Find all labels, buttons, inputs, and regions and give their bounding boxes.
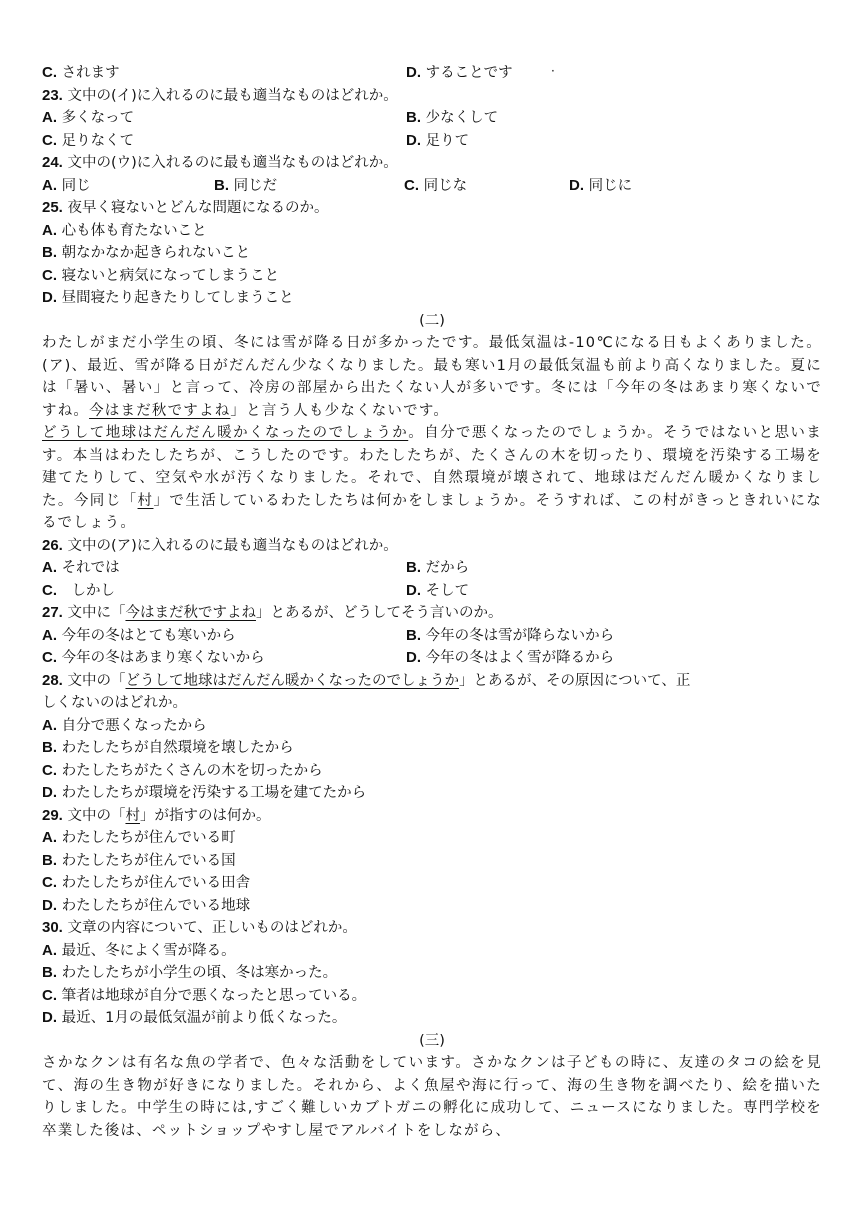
passage-text: 」で生活しているわたしたちは何かをしましょうか。そうすれば、この村がきっときれいになるでしょう。 <box>42 492 823 531</box>
item-label: D. <box>42 784 57 801</box>
option-d: D. そして <box>406 581 470 599</box>
item-label: C. <box>42 761 57 779</box>
option-c: C. わたしたちが住んでいる田舎 <box>42 874 251 891</box>
item-label: D. <box>406 64 421 81</box>
option-b: B. 同じだ <box>214 176 278 194</box>
question-24-stem: 24. 文中の(ウ)に入れるのに最も適当なものはどれか。 <box>42 154 398 171</box>
item-label: D. <box>406 649 421 666</box>
underlined-quote: どうして地球はだんだん暖かくなったのでしょうか <box>125 672 459 689</box>
passage-text: わたしがまだ小学生の頃、冬には雪が降る日が多かったです。最低気温は-10℃になる日もよくありました。(ア)、最近、雪が降る日がだんだん少なくなりました。最も寒い1月の最低気温も前より高くなりました。夏には「暑い、暑い」と言って、冷房の部屋から出たくない人が多いです。冬には「今年の冬はあまり寒くないですね。 <box>42 335 822 419</box>
item-label: A. <box>42 941 57 959</box>
option-b: B. だから <box>406 559 470 576</box>
option-a: A. 最近、冬によく雪が降る。 <box>42 941 236 959</box>
underlined-phrase-2: どうして地球はだんだん暖かくなったのでしょうか <box>42 425 409 441</box>
question-27-stem <box>42 602 822 625</box>
item-label: 28. <box>42 671 63 689</box>
item-label: C. <box>42 874 57 891</box>
item-label: C. <box>42 986 57 1004</box>
item-label: C. <box>42 131 57 149</box>
question-28-stem <box>42 670 822 693</box>
question-30-stem: 30. 文章の内容について、正しいものはどれか。 <box>42 919 357 936</box>
question-23-stem: 23. 文中の(イ)に入れるのに最も適当なものはどれか。 <box>42 86 398 104</box>
option-a: A. それでは <box>42 559 120 576</box>
item-label: 29. <box>42 806 63 824</box>
option-a: A. 心も体も育たないこと <box>42 221 207 239</box>
item-label: A. <box>42 626 57 644</box>
item-label: A. <box>42 716 57 734</box>
option-d: D. わたしたちが住んでいる地球 <box>42 896 251 914</box>
underlined-quote: 村 <box>125 807 140 824</box>
q22-options-cd <box>42 62 822 85</box>
option-c: C. わたしたちがたくさんの木を切ったから <box>42 761 323 779</box>
underlined-quote: 今はまだ秋ですよね <box>125 605 256 621</box>
option-c: C. しかし <box>42 581 115 599</box>
item-label: D. <box>42 1009 57 1026</box>
option-d: D. 昼間寝たり起きたりしてしまうこと <box>42 289 294 306</box>
stem-text: 」とあるが、どうしてそう言いのか。 <box>255 605 503 621</box>
option-c: C. されます <box>42 64 120 81</box>
option-a: A. 多くなって <box>42 109 135 126</box>
option-d: D. 最近、1月の最低気温が前より低くなった。 <box>42 1009 347 1026</box>
option-a: A. 自分で悪くなったから <box>42 716 207 734</box>
option-d: D. 同じに <box>569 176 633 194</box>
option-d: D. 足りて <box>406 131 470 149</box>
item-label: A. <box>42 559 57 576</box>
option-d: D. 今年の冬はよく雪が降るから <box>406 649 615 666</box>
option-b: B. わたしたちが住んでいる国 <box>42 851 236 869</box>
q26-options-ab <box>42 557 822 580</box>
option-c: C. 筆者は地球が自分で悪くなったと思っている。 <box>42 986 367 1004</box>
item-label: C. <box>404 176 419 194</box>
item-label: 25. <box>42 199 63 216</box>
option-a: A. 今年の冬はとても寒いから <box>42 626 236 644</box>
option-b: B. 今年の冬は雪が降らないから <box>406 626 615 644</box>
item-label: 24. <box>42 154 63 171</box>
section-heading-3: (三) <box>419 1032 445 1049</box>
item-label: B. <box>406 109 421 126</box>
item-label: A. <box>42 829 57 846</box>
exam-content <box>42 62 822 1142</box>
item-label: 26. <box>42 536 63 554</box>
item-label: A. <box>42 176 57 194</box>
item-label: D. <box>569 176 584 194</box>
option-a: A. 同じ <box>42 176 91 194</box>
option-d: D. することです <box>406 64 513 81</box>
item-label: C. <box>42 581 57 599</box>
q26-options-cd <box>42 580 822 603</box>
option-d: D. わたしたちが環境を汚染する工場を建てたから <box>42 784 367 801</box>
reading-passage-2 <box>42 332 822 535</box>
option-c: C. 足りなくて <box>42 131 135 149</box>
item-label: D. <box>42 896 57 914</box>
option-c: C. 同じな <box>404 176 468 194</box>
q27-options-cd <box>42 647 822 670</box>
underlined-phrase-3: 村 <box>137 492 154 509</box>
option-b: B. 朝なかなか起きられないこと <box>42 244 251 261</box>
option-b: B. わたしたちが小学生の頃、冬は寒かった。 <box>42 964 338 981</box>
item-label: B. <box>214 176 229 194</box>
item-label: D. <box>406 581 421 599</box>
stem-text: 27. 文中に「 <box>42 604 126 621</box>
option-c: C. 今年の冬はあまり寒くないから <box>42 649 265 666</box>
option-c: C. 寝ないと病気になってしまうこと <box>42 266 280 284</box>
question-28-stem-cont: しくないのはどれか。 <box>42 695 187 711</box>
question-29-stem <box>42 805 822 828</box>
option-a: A. わたしたちが住んでいる町 <box>42 829 236 846</box>
stem-text: 」が指すのは何か。 <box>139 807 271 824</box>
q27-options-ab <box>42 625 822 648</box>
item-label: 23. <box>42 86 63 104</box>
item-label: B. <box>406 626 421 644</box>
q23-options-ab <box>42 107 822 130</box>
reading-passage-3: さかなクンは有名な魚の学者で、色々な活動をしています。さかなクンは子どもの時に、友達のタコの絵を見て、海の生き物が好きになりました。それから、よく魚屋や海に行って、海の生き物を調べたり、絵を描いたりしました。中学生の時には,すごく難しいカブトガニの孵化に成功して、ニュースになりました。専門学校を卒業した後は、ペットショップやすし屋でアルバイトをしながら、 <box>42 1055 822 1139</box>
stem-text: 29. 文中の「 <box>42 806 126 824</box>
item-label: B. <box>42 964 57 981</box>
question-26-stem: 26. 文中の(ア)に入れるのに最も適当なものはどれか。 <box>42 536 398 554</box>
item-label: B. <box>406 559 421 576</box>
passage-text: 。自分で悪くなったのでしょうか。そうではないと思います。本当はわたしたちが、こうしたのです。わたしたちが、たくさんの木を切ったり、環境を汚染する工場を建てたりして、空気や水が汚くなりました。それで、自然環境が壊されて、地球はだんだん暖かくなりました。今同じ「 <box>42 425 822 509</box>
question-25-stem: 25. 夜早く寝ないとどんな問題になるのか。 <box>42 199 329 216</box>
item-label: B. <box>42 244 57 261</box>
item-label: 30. <box>42 919 63 936</box>
item-label: C. <box>42 266 57 284</box>
option-b: B. わたしたちが自然環境を壊したから <box>42 739 294 756</box>
passage-text: 」と言う人も少なくないです。 <box>230 402 450 419</box>
item-label: D. <box>406 131 421 149</box>
option-b: B. 少なくして <box>406 109 499 126</box>
stray-mark: · <box>551 64 555 78</box>
underlined-phrase-1: 今はまだ秋ですよね <box>89 402 231 419</box>
stem-text: 」とあるが、その原因について、正 <box>458 672 691 689</box>
item-label: D. <box>42 289 57 306</box>
item-label: 27. <box>42 604 63 621</box>
section-heading-2: (二) <box>419 312 445 329</box>
item-label: B. <box>42 739 57 756</box>
stem-text: 28. 文中の「 <box>42 671 126 689</box>
item-label: C. <box>42 649 57 666</box>
item-label: B. <box>42 851 57 869</box>
q23-options-cd <box>42 130 822 153</box>
q24-options <box>42 175 822 198</box>
item-label: A. <box>42 109 57 126</box>
item-label: C. <box>42 64 57 81</box>
item-label: A. <box>42 221 57 239</box>
